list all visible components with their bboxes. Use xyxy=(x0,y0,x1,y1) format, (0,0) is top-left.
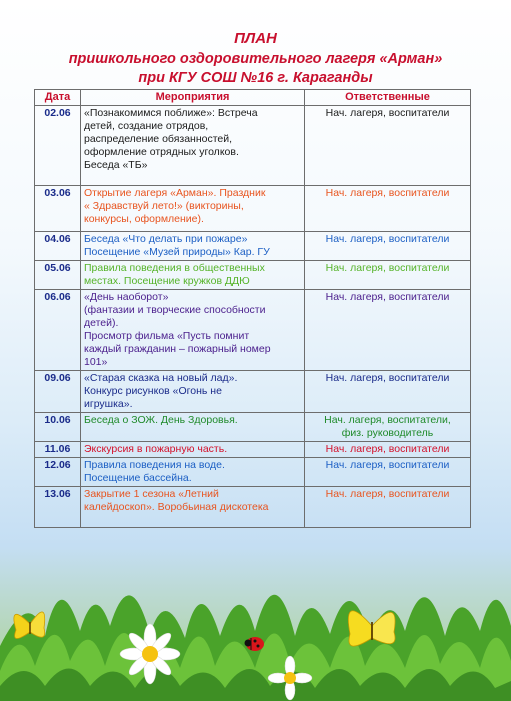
activity-line: Экскурсия в пожарную часть. xyxy=(84,443,228,455)
activity-line: Открытие лагеря «Арман». Праздник xyxy=(84,187,266,199)
activity-line: Просмотр фильма «Пусть помнит xyxy=(84,330,250,342)
responsible-line: Нач. лагеря, воспитатели xyxy=(325,291,450,303)
ladybug-icon xyxy=(245,637,265,651)
activity-line: Конкурс рисунков «Огонь не xyxy=(84,385,222,397)
row-responsible xyxy=(305,232,471,261)
row-date: 09.06 xyxy=(35,371,81,413)
row-responsible xyxy=(305,371,471,413)
table-row xyxy=(35,106,471,186)
row-date: 12.06 xyxy=(35,458,81,487)
row-responsible xyxy=(305,106,471,186)
header-date: Дата xyxy=(35,90,81,106)
row-responsible xyxy=(305,413,471,442)
table-row xyxy=(35,261,471,290)
row-activity xyxy=(81,290,305,371)
activity-line: игрушка». xyxy=(84,398,133,410)
butterfly-icon xyxy=(348,611,395,646)
row-date: 13.06 xyxy=(35,487,81,528)
table-row xyxy=(35,186,471,232)
activity-line: Правила поведения в общественных xyxy=(84,262,265,274)
table-row xyxy=(35,413,471,442)
activity-line: «Познакомимся поближе»: Встреча xyxy=(84,107,258,119)
activity-line: конкурсы, оформление). xyxy=(84,213,204,225)
row-activity xyxy=(81,261,305,290)
row-activity xyxy=(81,487,305,528)
row-date: 02.06 xyxy=(35,106,81,186)
table-row xyxy=(35,232,471,261)
activity-line: Беседа «Что делать при пожаре» xyxy=(84,233,248,245)
row-activity xyxy=(81,186,305,232)
row-date: 03.06 xyxy=(35,186,81,232)
row-activity xyxy=(81,458,305,487)
activity-line: «Старая сказка на новый лад». xyxy=(84,372,238,384)
row-responsible xyxy=(305,186,471,232)
row-date: 10.06 xyxy=(35,413,81,442)
row-responsible xyxy=(305,261,471,290)
row-date: 04.06 xyxy=(35,232,81,261)
row-activity xyxy=(81,232,305,261)
activity-line: « Здравствуй лето!» (викторины, xyxy=(84,200,244,212)
activity-line: распределение обязанностей, xyxy=(84,133,233,145)
table-row xyxy=(35,371,471,413)
activity-line: Посещение бассейна. xyxy=(84,472,192,484)
activity-line: Посещение «Музей природы» Кар. ГУ xyxy=(84,246,270,258)
row-activity xyxy=(81,442,305,458)
activity-line: (фантазии и творческие способности xyxy=(84,304,266,316)
daisy-icon xyxy=(268,656,312,700)
table-row xyxy=(35,290,471,371)
responsible-line: Нач. лагеря, воспитатели xyxy=(325,372,450,384)
responsible-line: Нач. лагеря, воспитатели xyxy=(325,443,450,455)
row-date: 06.06 xyxy=(35,290,81,371)
plan-subtitle: пришкольного оздоровительного лагеря «Арман» xyxy=(68,51,443,67)
schedule-table xyxy=(34,89,471,528)
plan-title: ПЛАН xyxy=(234,30,277,47)
activity-line: каждый гражданин – пожарный номер xyxy=(84,343,271,355)
activity-line: 101» xyxy=(84,356,108,368)
table-header-row xyxy=(35,90,471,106)
plan-school: при КГУ СОШ №16 г. Караганды xyxy=(138,70,373,86)
daisy-icon xyxy=(120,624,180,684)
activity-line: оформление отрядных уголков. xyxy=(84,146,239,158)
activity-line: Правила поведения на воде. xyxy=(84,459,225,471)
table-row xyxy=(35,458,471,487)
table-row xyxy=(35,487,471,528)
responsible-line: Нач. лагеря, воспитатели xyxy=(325,262,450,274)
responsible-line: физ. руководитель xyxy=(341,427,434,439)
activity-line: детей). xyxy=(84,317,119,329)
row-responsible xyxy=(305,442,471,458)
row-activity xyxy=(81,413,305,442)
row-date: 05.06 xyxy=(35,261,81,290)
activity-line: «День наоборот» xyxy=(84,291,169,303)
butterfly-icon xyxy=(14,612,45,639)
activity-line: местах. Посещение кружков ДДЮ xyxy=(84,275,250,287)
row-activity xyxy=(81,106,305,186)
responsible-line: Нач. лагеря, воспитатели xyxy=(325,233,450,245)
meadow-illustration xyxy=(0,526,511,701)
responsible-line: Нач. лагеря, воспитатели xyxy=(325,107,450,119)
row-responsible xyxy=(305,290,471,371)
schedule-rows xyxy=(35,106,471,528)
row-responsible xyxy=(305,458,471,487)
header-responsible: Ответственные xyxy=(305,90,471,106)
responsible-line: Нач. лагеря, воспитатели, xyxy=(324,414,451,426)
responsible-line: Нач. лагеря, воспитатели xyxy=(325,187,450,199)
activity-line: Беседа «ТБ» xyxy=(84,159,148,171)
row-responsible xyxy=(305,487,471,528)
activity-line: Беседа о ЗОЖ. День Здоровья. xyxy=(84,414,238,426)
table-row xyxy=(35,442,471,458)
responsible-line: Нач. лагеря, воспитатели xyxy=(325,459,450,471)
header-activities: Мероприятия xyxy=(81,90,305,106)
activity-line: Закрытие 1 сезона «Летний xyxy=(84,488,219,500)
grass-icon xyxy=(0,595,511,701)
activity-line: калейдоскоп». Воробьиная дискотека xyxy=(84,501,269,513)
row-activity xyxy=(81,371,305,413)
responsible-line: Нач. лагеря, воспитатели xyxy=(325,488,450,500)
activity-line: детей, создание отрядов, xyxy=(84,120,209,132)
row-date: 11.06 xyxy=(35,442,81,458)
